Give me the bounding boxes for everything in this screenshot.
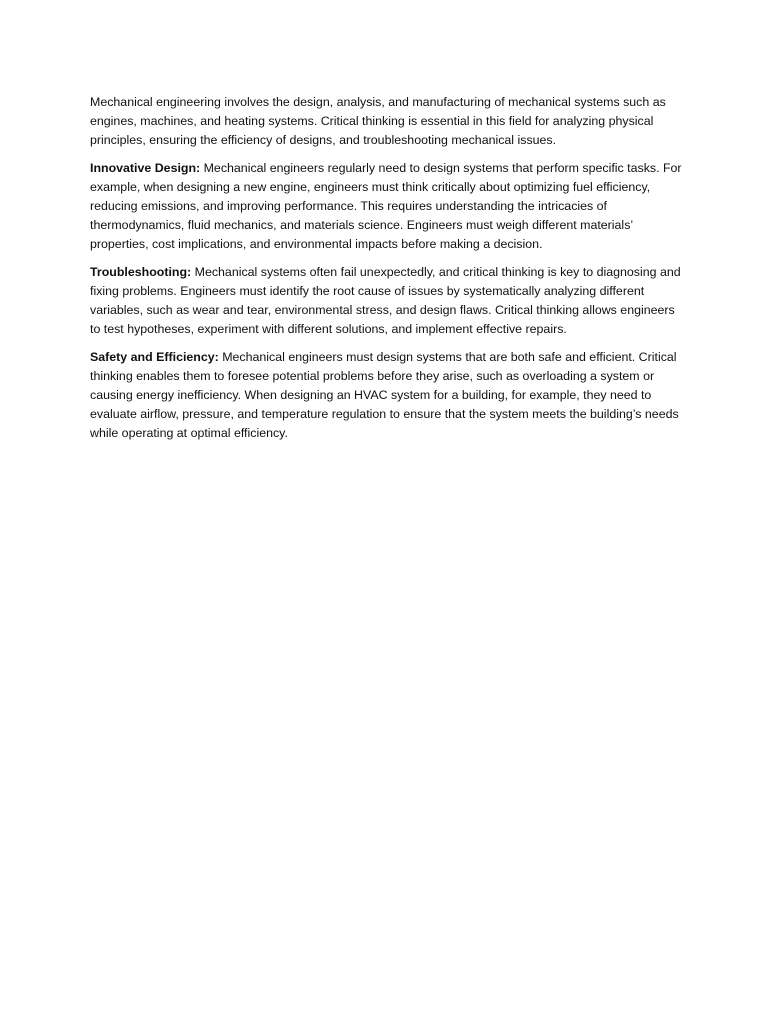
section-text: Mechanical engineers must design systems that are both safe and efficient. Critical thinking enables them to foresee potential problems before they arise, such as overloading a system or causing energy inefficiency. When designing an HVAC system for a building, for example, they need to evaluate airflow, pressure, and temperature regulation to ensure that the system meets the building’s needs while operating at optimal efficiency. bbox=[90, 350, 679, 440]
section-text: Mechanical systems often fail unexpectedly, and critical thinking is key to diagnosing and fixing problems. Engineers must identify the root cause of issues by systematically analyzing different variables, such as wear and tear, environmental stress, and design flaws. Critical thinking allows engineers to test hypotheses, experiment with different solutions, and implement effective repairs. bbox=[90, 265, 681, 336]
section-heading: Safety and Efficiency: bbox=[90, 350, 219, 365]
section-troubleshooting bbox=[90, 263, 682, 339]
section-heading: Troubleshooting: bbox=[90, 265, 192, 280]
section-innovative-design bbox=[90, 159, 682, 254]
section-safety-efficiency bbox=[90, 348, 682, 443]
section-text: Mechanical engineers regularly need to design systems that perform specific tasks. For example, when designing a new engine, engineers must think critically about optimizing fuel efficiency, reducing emissions, and improving performance. This requires understanding the intricacies of thermodynamics, fluid mechanics, and materials science. Engineers must weigh different materials’ properties, cost implications, and environmental impacts before making a decision. bbox=[90, 161, 682, 251]
intro-paragraph: Mechanical engineering involves the design, analysis, and manufacturing of mechanical systems such as engines, machines, and heating systems. Critical thinking is essential in this field for analyzing physical principles, ensuring the efficiency of designs, and troubleshooting mechanical issues. bbox=[90, 95, 666, 147]
document-body bbox=[90, 93, 682, 452]
section-heading: Innovative Design: bbox=[90, 161, 201, 176]
